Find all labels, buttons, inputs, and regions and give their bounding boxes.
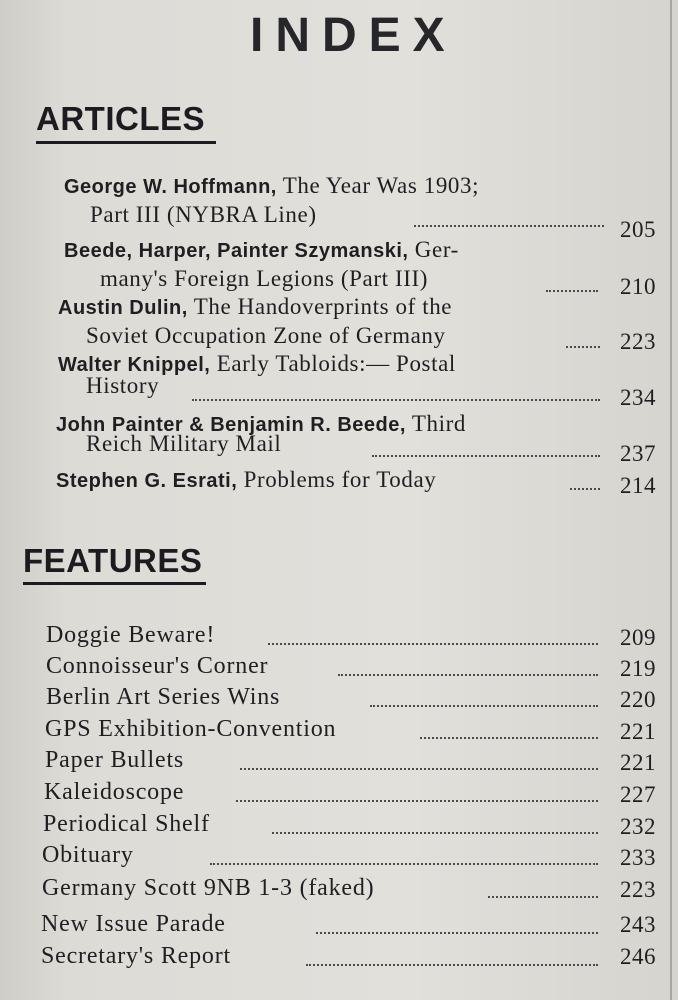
feature-3-leader — [370, 705, 598, 707]
feature-6-label: Kaleidoscope — [44, 779, 185, 805]
feature-4-page: 221 — [620, 719, 656, 744]
articles-heading: ARTICLES — [36, 100, 205, 137]
feature-8-label: Obituary — [42, 842, 134, 868]
feature-7-leader — [272, 832, 598, 834]
feature-6-page: 227 — [620, 782, 656, 807]
article-6-page: 214 — [620, 473, 656, 498]
article-2-page: 210 — [620, 274, 656, 299]
feature-6-leader — [236, 800, 598, 802]
article-1-title-start: The Year Was 1903; — [282, 173, 480, 198]
article-2-title-cont: many's Foreign Legions (Part III) — [100, 266, 428, 291]
feature-4-leader — [420, 737, 598, 739]
article-3-title-start: The Handoverprints of the — [193, 294, 453, 319]
article-6-title-start: Problems for Today — [243, 467, 437, 492]
feature-7-label: Periodical Shelf — [43, 811, 210, 837]
feature-1-leader — [268, 643, 598, 645]
article-2-line1 — [64, 236, 459, 265]
feature-2-page: 219 — [620, 656, 656, 681]
feature-9-label: Germany Scott 9NB 1-3 (faked) — [42, 875, 375, 901]
article-3-author: Austin Dulin, — [58, 297, 188, 319]
feature-9-leader — [488, 896, 598, 898]
articles-heading-underline — [36, 141, 216, 144]
feature-10-page: 243 — [620, 912, 656, 937]
page-title: INDEX — [250, 9, 457, 62]
article-5-title-cont: Reich Military Mail — [86, 431, 282, 456]
article-5-page: 237 — [620, 441, 656, 466]
article-4-title-start: Early Tabloids:— Postal — [216, 351, 456, 376]
feature-9-page: 223 — [620, 877, 656, 902]
article-6-line1 — [56, 466, 436, 495]
features-heading: FEATURES — [23, 542, 203, 579]
feature-4-label: GPS Exhibition-Convention — [45, 716, 337, 742]
article-3-line1 — [58, 293, 452, 322]
article-5-author: John Painter & Benjamin R. Beede, — [56, 414, 406, 436]
feature-1-label: Doggie Beware! — [46, 622, 216, 648]
feature-5-label: Paper Bullets — [45, 747, 185, 773]
article-2-leader — [546, 290, 598, 292]
feature-5-leader — [240, 768, 598, 770]
feature-7-page: 232 — [620, 814, 656, 839]
article-4-leader — [192, 399, 600, 401]
article-3-leader — [566, 346, 600, 348]
article-4-page: 234 — [620, 385, 656, 410]
feature-11-label: Secretary's Report — [41, 943, 231, 969]
feature-3-label: Berlin Art Series Wins — [46, 684, 281, 710]
article-6-author: Stephen G. Esrati, — [56, 470, 238, 492]
article-5-leader — [372, 455, 600, 457]
article-4-title-cont: History — [86, 373, 160, 398]
feature-8-leader — [210, 863, 598, 865]
feature-11-leader — [306, 964, 598, 966]
article-4-author: Walter Knippel, — [58, 354, 211, 376]
feature-11-page: 246 — [620, 944, 656, 969]
article-5-title-start: Third — [411, 411, 466, 436]
feature-10-label: New Issue Parade — [41, 911, 226, 937]
features-heading-underline — [23, 582, 206, 585]
article-3-title-cont: Soviet Occupation Zone of Germany — [86, 323, 446, 348]
article-1-author: George W. Hoffmann, — [64, 176, 277, 198]
article-1-line1 — [64, 172, 479, 201]
feature-8-page: 233 — [620, 845, 656, 870]
page-edge — [670, 0, 672, 1000]
feature-3-page: 220 — [620, 687, 656, 712]
article-2-title-start: Ger- — [414, 237, 459, 262]
feature-1-page: 209 — [620, 625, 656, 650]
article-2-author: Beede, Harper, Painter Szymanski, — [64, 240, 409, 262]
article-3-page: 223 — [620, 329, 656, 354]
feature-5-page: 221 — [620, 750, 656, 775]
feature-2-label: Connoisseur's Corner — [46, 653, 269, 679]
feature-10-leader — [316, 932, 598, 934]
article-1-title-cont: Part III (NYBRA Line) — [90, 202, 317, 227]
article-1-leader — [414, 225, 604, 227]
feature-2-leader — [338, 674, 598, 676]
article-1-page: 205 — [620, 217, 656, 242]
